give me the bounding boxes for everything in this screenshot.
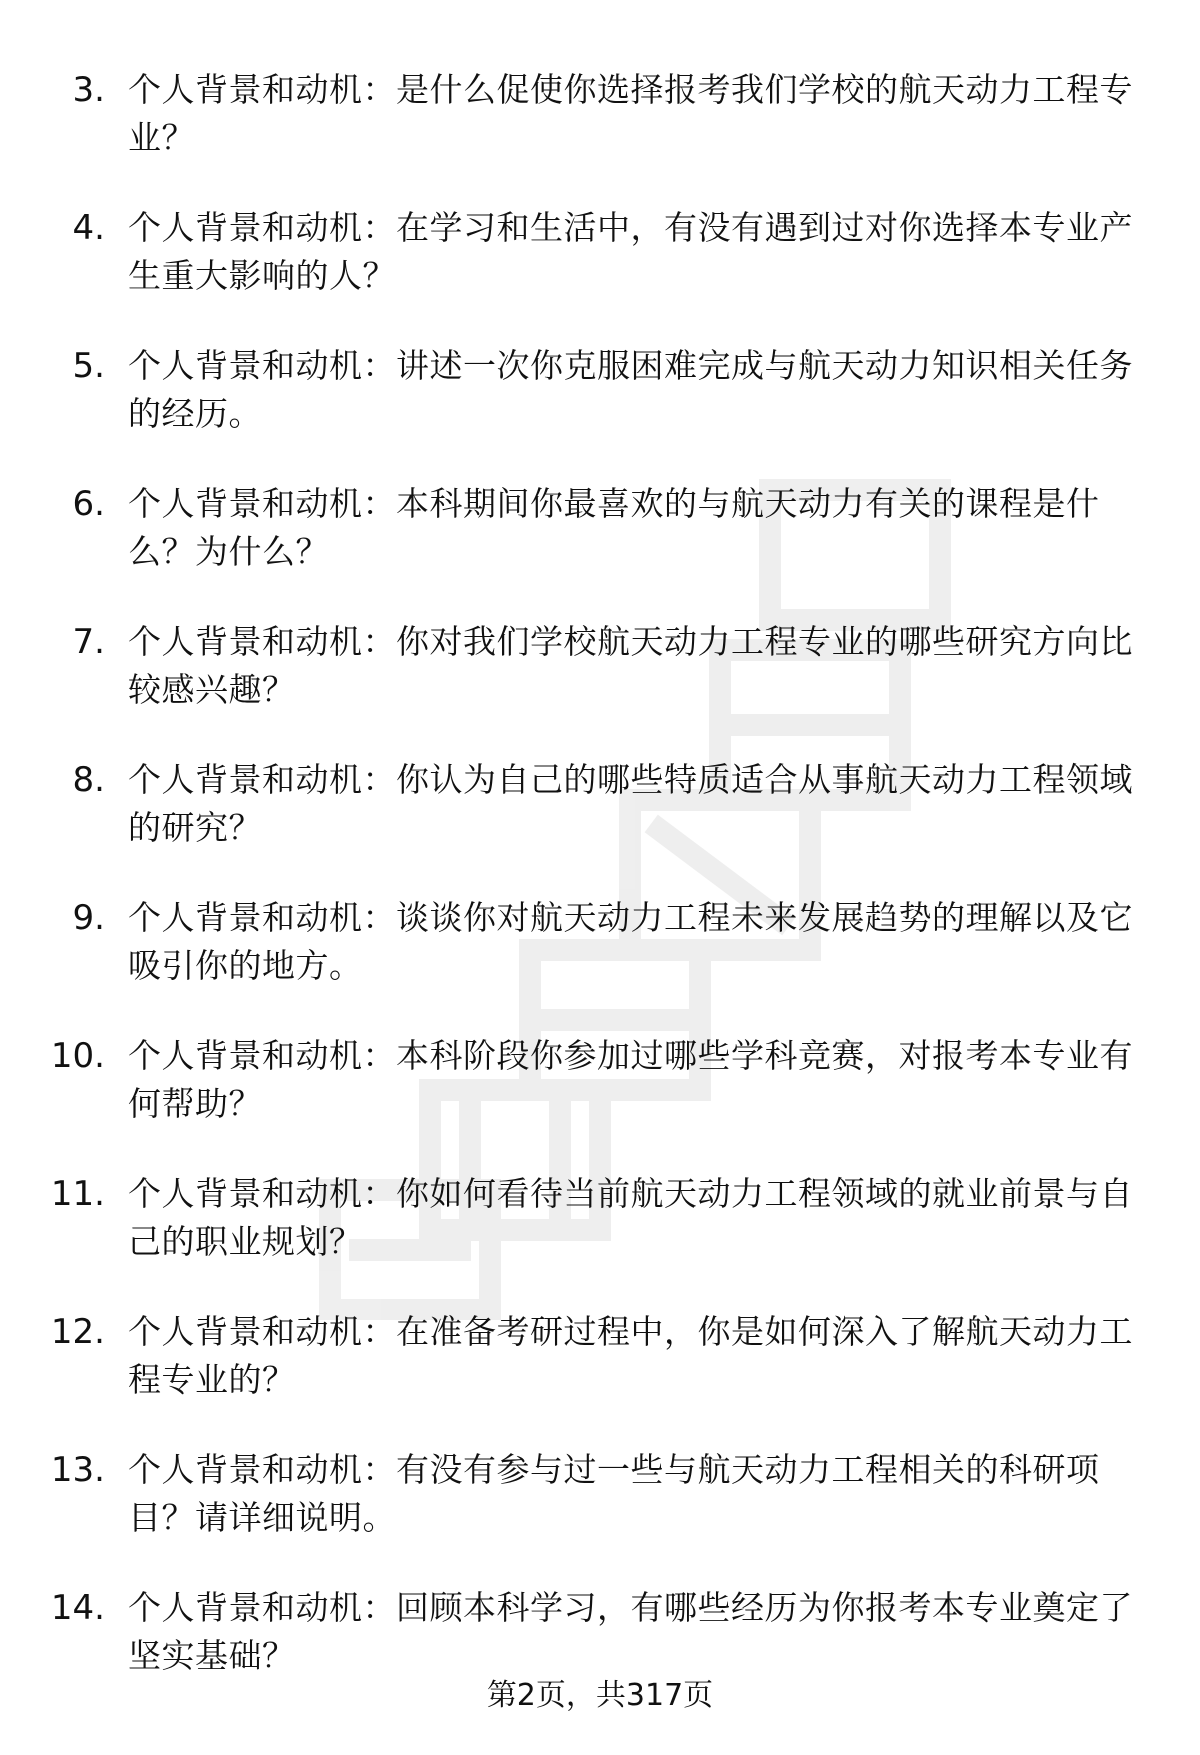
question-item (0, 1308, 1200, 1446)
question-number: 6. (72, 484, 105, 524)
question-text: 个人背景和动机：谈谈你对航天动力工程未来发展趋势的理解以及它吸引你的地方。 (128, 898, 1133, 985)
question-text: 个人背景和动机：本科期间你最喜欢的与航天动力有关的课程是什么？为什么？ (128, 484, 1100, 571)
question-number: 5. (72, 346, 105, 386)
question-item (0, 480, 1200, 618)
question-text: 个人背景和动机：你对我们学校航天动力工程专业的哪些研究方向比较感兴趣？ (128, 622, 1133, 709)
question-item (0, 1170, 1200, 1308)
question-item (0, 342, 1200, 480)
question-text: 个人背景和动机：是什么促使你选择报考我们学校的航天动力工程专业？ (128, 70, 1133, 157)
question-item (0, 1032, 1200, 1170)
question-number: 9. (72, 898, 105, 938)
question-number: 14. (50, 1588, 105, 1628)
question-text: 个人背景和动机：你认为自己的哪些特质适合从事航天动力工程领域的研究？ (128, 760, 1133, 847)
question-text: 个人背景和动机：在准备考研过程中，你是如何深入了解航天动力工程专业的？ (128, 1312, 1133, 1399)
question-text: 个人背景和动机：回顾本科学习，有哪些经历为你报考本专业奠定了坚实基础？ (128, 1588, 1133, 1675)
question-text: 个人背景和动机：你如何看待当前航天动力工程领域的就业前景与自己的职业规划？ (128, 1174, 1133, 1261)
question-number: 12. (50, 1312, 105, 1352)
question-item (0, 894, 1200, 1032)
question-list (0, 66, 1200, 1722)
page-footer: 第2页，共317页 (486, 1678, 714, 1713)
question-number: 8. (72, 760, 105, 800)
question-number: 11. (50, 1174, 105, 1214)
question-item (0, 1446, 1200, 1584)
question-text: 个人背景和动机：有没有参与过一些与航天动力工程相关的科研项目？请详细说明。 (128, 1450, 1100, 1537)
question-item (0, 756, 1200, 894)
question-item (0, 618, 1200, 756)
question-text: 个人背景和动机：本科阶段你参加过哪些学科竞赛，对报考本专业有何帮助？ (128, 1036, 1133, 1123)
question-number: 7. (72, 622, 105, 662)
question-number: 10. (50, 1036, 105, 1076)
question-text: 个人背景和动机：在学习和生活中，有没有遇到过对你选择本专业产生重大影响的人？ (128, 208, 1133, 295)
question-text: 个人背景和动机：讲述一次你克服困难完成与航天动力知识相关任务的经历。 (128, 346, 1133, 433)
question-number: 3. (72, 70, 105, 110)
question-item (0, 204, 1200, 342)
question-number: 13. (50, 1450, 105, 1490)
question-item (0, 66, 1200, 204)
question-number: 4. (72, 208, 105, 248)
